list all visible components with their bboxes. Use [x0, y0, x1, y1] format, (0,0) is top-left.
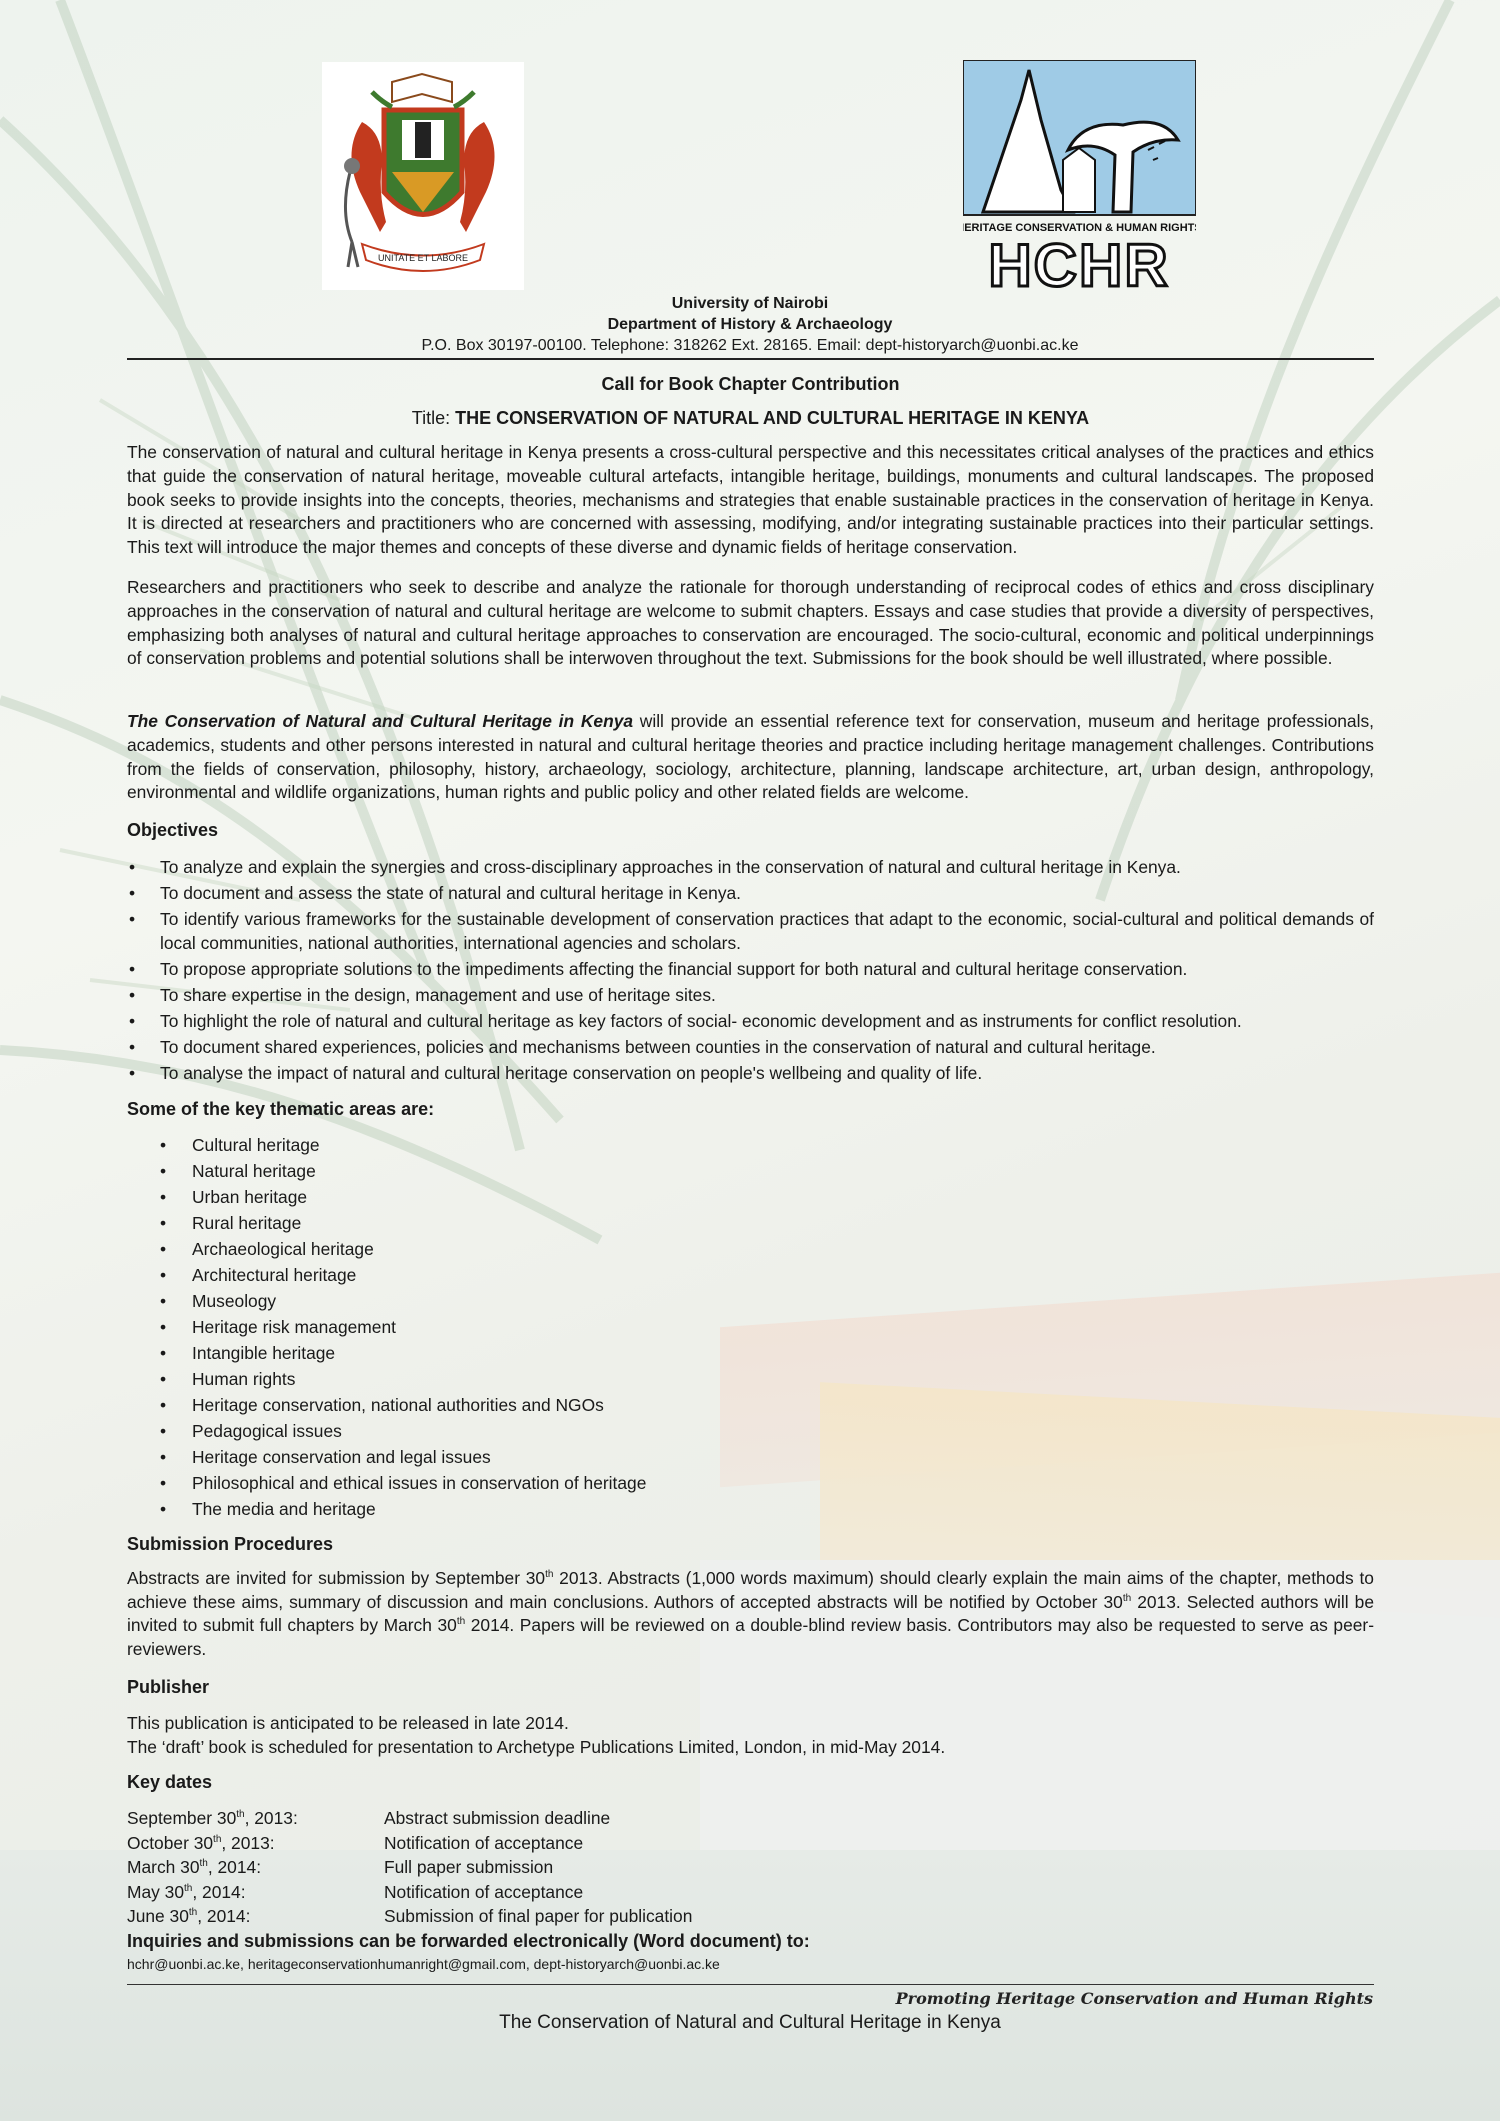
- submission-heading: Submission Procedures: [127, 1534, 334, 1554]
- submission-paragraph: Abstracts are invited for submission by September 30th 2013. Abstracts (1,000 words maximum) should clearly explain the main aims of the chapter, methods to achieve these aims, summary of discussion and main conclusions. Authors of accepted abstracts will be notified by October 30th 2013. Selected authors will be invited to submit full chapters by March 30th 2014. Papers will be reviewed on a double-blind review basis. Contributors may also be requested to serve as peer-reviewers.: [127, 1568, 1374, 1659]
- list-item: • To analyse the impact of natural and cultural heritage conservation on people's wellbeing and quality of life.: [127, 1061, 1374, 1085]
- book-title-line: [127, 406, 1374, 430]
- table-row: March 30th, 2014: Full paper submission: [127, 1857, 554, 1877]
- contact-emails: hchr@uonbi.ac.ke, heritageconservationhumanright@gmail.com, dept-historyarch@uonbi.ac.ke: [127, 1956, 720, 1972]
- call-heading: Call for Book Chapter Contribution: [601, 374, 900, 394]
- themes-list: [160, 1132, 646, 1522]
- university-crest-logo: [322, 62, 524, 290]
- title-label: Title:: [411, 408, 451, 428]
- list-item: • Urban heritage: [160, 1184, 646, 1210]
- list-item: • Natural heritage: [160, 1158, 646, 1184]
- book-title-italic: The Conservation of Natural and Cultural Heritage in Kenya: [127, 711, 634, 731]
- list-item: • To document and assess the state of natural and cultural heritage in Kenya.: [127, 881, 1374, 905]
- footer-book-title: The Conservation of Natural and Cultural Heritage in Kenya: [499, 2012, 1001, 2033]
- list-item: • Philosophical and ethical issues in conservation of heritage: [160, 1470, 646, 1496]
- objectives-list: [127, 855, 1374, 1087]
- table-row: May 30th, 2014: Notification of acceptance: [127, 1881, 584, 1902]
- intro-paragraph-2: Researchers and practitioners who seek to describe and analyze the rationale for thorough understanding of reciprocal codes of ethics and cross disciplinary approaches in the conservation of natural and cultural heritage are welcome to submit chapters. Essays and case studies that provide a diversity of perspectives, emphasizing both analyses of natural and cultural heritage approaches to conservation are encouraged. The socio-cultural, economic and political underpinnings of conservation problems and potential solutions shall be interwoven throughout the text. Submissions for the book should be well illustrated, where possible.: [127, 577, 1374, 669]
- intro-paragraph-3: The Conservation of Natural and Cultural Heritage in Kenya will provide an essential reference text for conservation, museum and heritage professionals, academics, students and other persons interested in natural and cultural heritage theories and practice including heritage management challenges. Contributions from the fields of conservation, philosophy, history, archaeology, sociology, architecture, planning, landscape architecture, art, urban design, anthropology, environmental and wildlife organizations, human rights and public policy and other related fields are welcome.: [127, 711, 1374, 803]
- list-item: • Rural heritage: [160, 1210, 646, 1236]
- hchr-logo-acronym: HCHR: [988, 232, 1170, 292]
- university-name: University of Nairobi: [671, 295, 829, 312]
- list-item: • Heritage risk management: [160, 1314, 646, 1340]
- list-item: • Heritage conservation and legal issues: [160, 1444, 646, 1470]
- list-item: • To highlight the role of natural and cultural heritage as key factors of social- economic development and as instruments for conflict resolution.: [127, 1009, 1374, 1033]
- hchr-logo-subtitle: HERITAGE CONSERVATION & HUMAN RIGHTS: [963, 222, 1196, 234]
- table-row: September 30th, 2013: Abstract submission deadline: [127, 1808, 611, 1828]
- publisher-line-1: This publication is anticipated to be released in late 2014.: [127, 1713, 569, 1733]
- list-item: • To share expertise in the design, management and use of heritage sites.: [127, 983, 1374, 1007]
- department-name: Department of History & Archaeology: [607, 316, 893, 333]
- list-item: • Museology: [160, 1288, 646, 1314]
- publisher-text: [127, 1711, 945, 1759]
- list-item: • To document shared experiences, policies and mechanisms between counties in the conservation of natural and cultural heritage.: [127, 1035, 1374, 1059]
- svg-text:UNITATE ET LABORE: UNITATE ET LABORE: [377, 253, 469, 263]
- list-item: • The media and heritage: [160, 1496, 646, 1522]
- objectives-heading: Objectives: [127, 820, 219, 840]
- list-item: • Architectural heritage: [160, 1262, 646, 1288]
- list-item: • To analyze and explain the synergies and cross-disciplinary approaches in the conservation of natural and cultural heritage in Kenya.: [127, 855, 1374, 879]
- hchr-logo: [963, 60, 1196, 292]
- contact-address: P.O. Box 30197-00100. Telephone: 318262 Ext. 28165. Email: dept-historyarch@uonbi.ac.ke: [421, 337, 1079, 354]
- list-item: • Cultural heritage: [160, 1132, 646, 1158]
- list-item: • To identify various frameworks for the sustainable development of conservation practices that adapt to the economic, social-cultural and political demands of local communities, national authorities, international agencies and scholars.: [127, 907, 1374, 955]
- list-item: • Intangible heritage: [160, 1340, 646, 1366]
- intro-paragraph-1: The conservation of natural and cultural heritage in Kenya presents a cross-cultural perspective and this necessitates critical analyses of the practices and ethics that guide the conservation of natural heritage, moveable cultural artefacts, intangible heritage, buildings, monuments and cultural landscapes. The proposed book seeks to provide insights into the concepts, theories, mechanisms and strategies that enable sustainable practices in the conservation of heritage in Kenya. It is directed at researchers and practitioners who are concerned with assessing, modifying, and/or integrating sustainable practices into their particular settings. This text will introduce the major themes and concepts of these diverse and dynamic fields of heritage conservation.: [127, 442, 1374, 558]
- list-item: • Heritage conservation, national authorities and NGOs: [160, 1392, 646, 1418]
- footer-divider: [127, 1984, 1374, 1985]
- inquiries-heading: Inquiries and submissions can be forwarded electronically (Word document) to:: [127, 1931, 810, 1951]
- key-dates-table: [127, 1806, 692, 1929]
- key-dates-heading: Key dates: [127, 1772, 213, 1792]
- themes-heading: Some of the key thematic areas are:: [127, 1099, 435, 1119]
- list-item: • To propose appropriate solutions to the impediments affecting the financial support for both natural and cultural heritage conservation.: [127, 957, 1374, 981]
- list-item: • Pedagogical issues: [160, 1418, 646, 1444]
- publisher-line-2: The ‘draft’ book is scheduled for presentation to Archetype Publications Limited, London, in mid-May 2014.: [127, 1737, 946, 1757]
- list-item: • Archaeological heritage: [160, 1236, 646, 1262]
- publisher-heading: Publisher: [127, 1677, 210, 1697]
- header-divider: [127, 358, 1374, 360]
- book-title: THE CONSERVATION OF NATURAL AND CULTURAL HERITAGE IN KENYA: [455, 408, 1090, 428]
- table-row: June 30th, 2014: Submission of final paper for publication: [127, 1906, 693, 1926]
- list-item: • Human rights: [160, 1366, 646, 1392]
- footer-tagline: Promoting Heritage Conservation and Human Rights: [895, 1989, 1373, 2008]
- table-row: October 30th, 2013: Notification of acceptance: [127, 1832, 584, 1853]
